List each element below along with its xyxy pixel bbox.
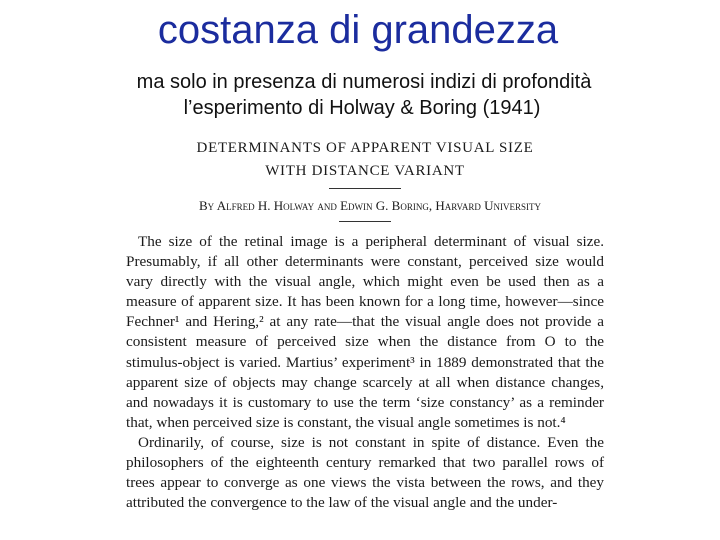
paper-scan	[110, 136, 620, 540]
slide-subtitle-line-1: ma solo in presenza di numerosi indizi di profondità	[136, 71, 592, 93]
slide-subtitle-line-2: l’esperimento di Holway & Boring (1941)	[183, 97, 541, 119]
paper-paragraph-2: Ordinarily, of course, size is not constant in spite of distance. Even the philosophers of the eighteenth century remarked that two parallel rows of trees appear to converge as one views the vista between the rows, and they attributed the convergence to the law of the visual angle and the under-	[126, 433, 604, 512]
paper-title-line-2: WITH DISTANCE VARIANT	[265, 163, 465, 179]
paper-body	[126, 232, 604, 513]
paper-title-line-1: DETERMINANTS OF APPARENT VISUAL SIZE	[196, 140, 534, 156]
slide-title: costanza di grandezza	[157, 8, 559, 52]
paper-paragraph-1: The size of the retinal image is a peripheral determinant of visual size. Presumably, if all other determinants were constant, perceived size would vary directly with the visual angle, which might even be used then as a measure of apparent size. It has been known for a long time, however—since Fechner¹ and Hering,² at any rate—that the visual angle does not provide a consistent measure of perceived size when the distance from O to the stimulus-object is varied. Martius’ experiment³ in 1889 demonstrated that the apparent size of objects may change scarcely at all when distance changes, and nowadays it is customary to use the term ‘size constancy’ as a reminder that, when perceived size is constant, the visual angle sometimes is not.⁴	[126, 233, 604, 431]
divider	[329, 188, 401, 189]
paper-authors: By Alfred H. Holway and Edwin G. Boring, Harvard University	[198, 198, 541, 213]
divider	[339, 221, 391, 222]
